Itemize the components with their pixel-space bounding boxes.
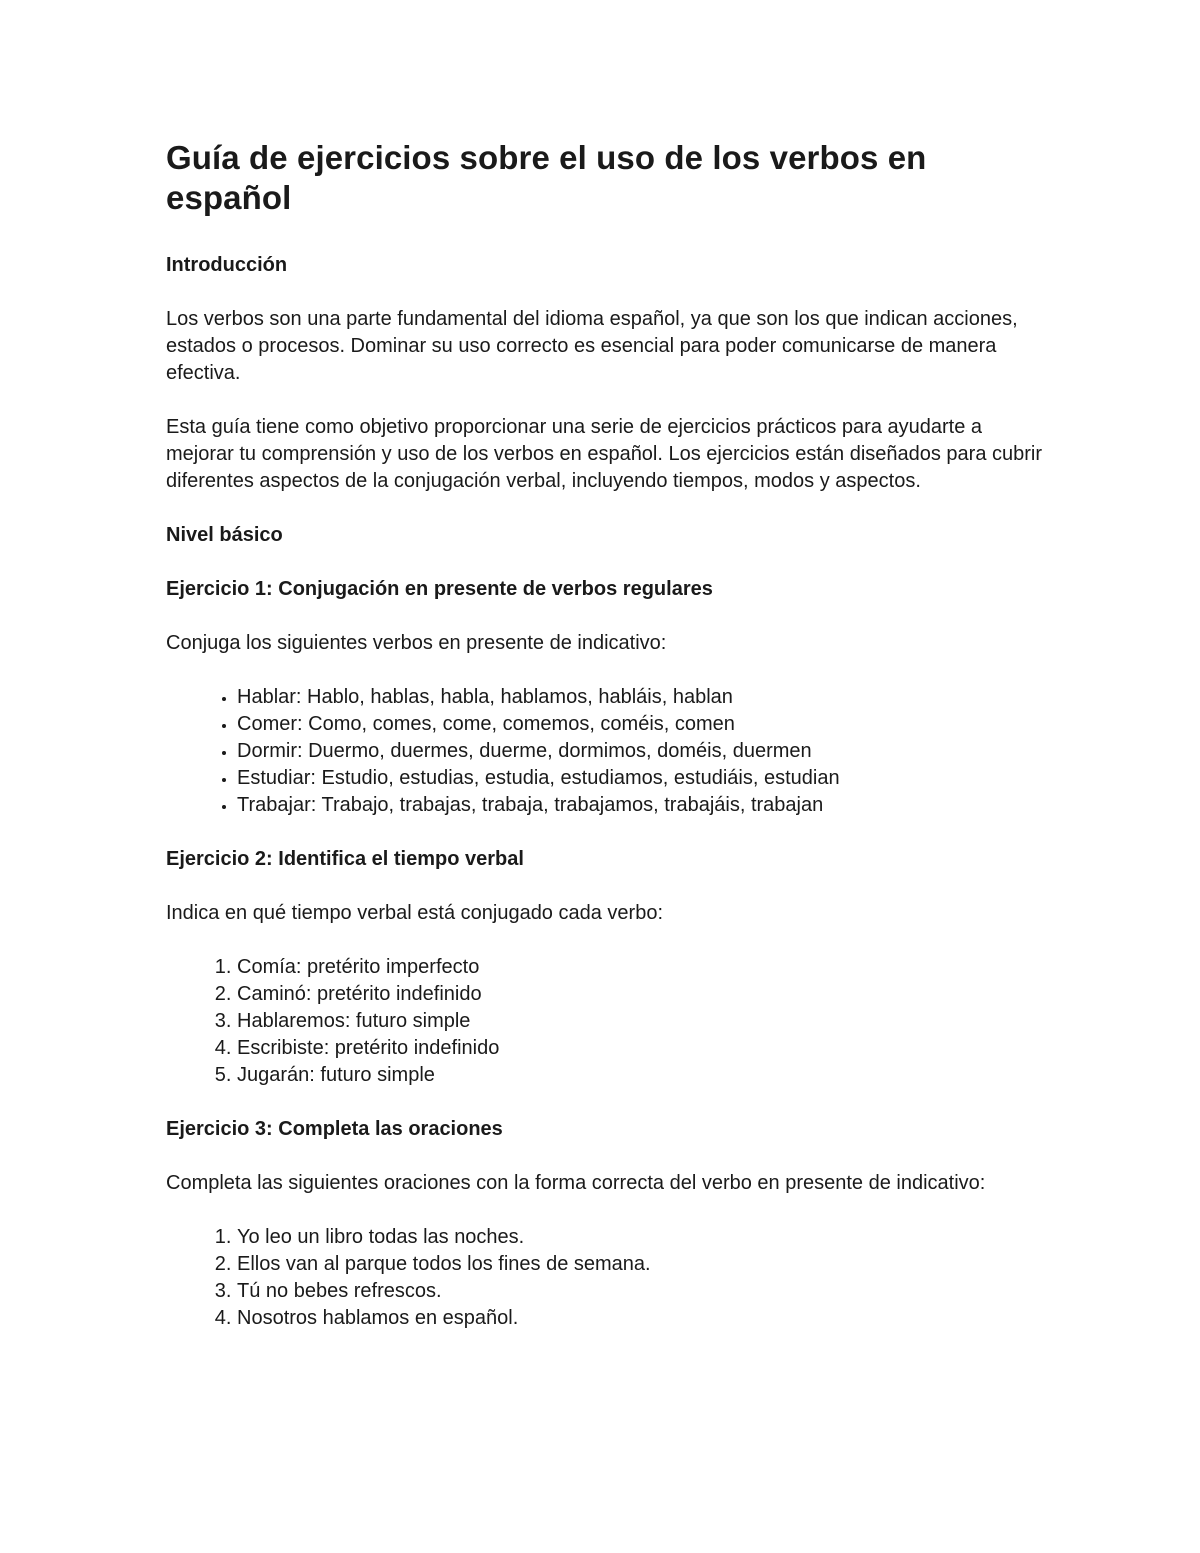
list-item: 2. Caminó: pretérito indefinido	[237, 981, 1046, 1008]
list-item: • Dormir: Duermo, duermes, duerme, dormimos, doméis, duermen	[237, 738, 1046, 765]
list-item: • Estudiar: Estudio, estudias, estudia, estudiamos, estudiáis, estudian	[237, 765, 1046, 792]
document-title: Guía de ejercicios sobre el uso de los verbos en español	[166, 139, 927, 216]
level-heading: Nivel básico	[166, 524, 283, 546]
exercise2-heading: Ejercicio 2: Identifica el tiempo verbal	[166, 848, 524, 870]
document-page	[166, 138, 1046, 1359]
list-item: • Comer: Como, comes, come, comemos, coméis, comen	[237, 711, 1046, 738]
list-item: 3. Hablaremos: futuro simple	[237, 1008, 1046, 1035]
exercise3-heading: Ejercicio 3: Completa las oraciones	[166, 1118, 503, 1140]
list-item: 5. Jugarán: futuro simple	[237, 1062, 1046, 1089]
exercise2-instruction: Indica en qué tiempo verbal está conjugado cada verbo:	[166, 902, 664, 924]
list-item: 1. Comía: pretérito imperfecto	[237, 954, 1046, 981]
intro-paragraph: Esta guía tiene como objetivo proporcionar una serie de ejercicios prácticos para ayudarte a mejorar tu comprensión y uso de los verbos en español. Los ejercicios están diseñados para cubrir diferentes aspectos de la conjugación verbal, incluyendo tiempos, modos y aspectos.	[166, 416, 1043, 492]
exercise1-instruction: Conjuga los siguientes verbos en presente de indicativo:	[166, 632, 667, 654]
exercise1-heading: Ejercicio 1: Conjugación en presente de verbos regulares	[166, 578, 713, 600]
list-item: • Trabajar: Trabajo, trabajas, trabaja, trabajamos, trabajáis, trabajan	[237, 792, 1046, 819]
exercise3-instruction: Completa las siguientes oraciones con la forma correcta del verbo en presente de indicativo:	[166, 1172, 986, 1194]
list-item: 4. Nosotros hablamos en español.	[237, 1305, 1046, 1332]
exercise1-list	[166, 684, 1046, 819]
intro-paragraph: Los verbos son una parte fundamental del idioma español, ya que son los que indican acciones, estados o procesos. Dominar su uso correcto es esencial para poder comunicarse de manera efectiva.	[166, 308, 1018, 384]
list-item: 2. Ellos van al parque todos los fines de semana.	[237, 1251, 1046, 1278]
list-item: 4. Escribiste: pretérito indefinido	[237, 1035, 1046, 1062]
list-item: 3. Tú no bebes refrescos.	[237, 1278, 1046, 1305]
exercise3-list	[166, 1224, 1046, 1332]
intro-heading: Introducción	[166, 254, 288, 276]
list-item: 1. Yo leo un libro todas las noches.	[237, 1224, 1046, 1251]
exercise2-list	[166, 954, 1046, 1089]
list-item: • Hablar: Hablo, hablas, habla, hablamos, habláis, hablan	[237, 684, 1046, 711]
